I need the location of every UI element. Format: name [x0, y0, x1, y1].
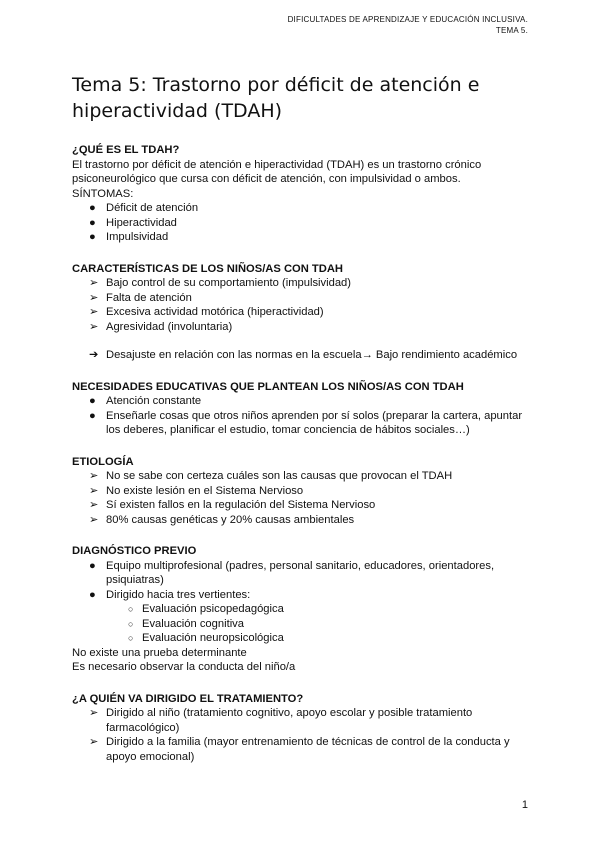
- circle-bullet-icon: ○: [128, 618, 134, 629]
- list-item: ➢ Excesiva actividad motórica (hiperactividad): [89, 306, 324, 318]
- list-item: ● Enseñarle cosas que otros niños aprenden por sí solos (preparar la cartera, apuntar los deberes, planificar el estudio, tomar conciencia de hábitos sociales…): [89, 409, 523, 436]
- circle-bullet-icon: ○: [128, 604, 134, 614]
- list-item: ➢ Dirigido a la familia (mayor entrenamiento de técnicas de control de la conducta y apoyo emocional): [89, 736, 510, 763]
- list-item: ➢ Dirigido al niño (tratamiento cognitivo, apoyo escolar y posible tratamiento farmacológico): [89, 707, 473, 734]
- list-item: ● Déficit de atención: [89, 202, 199, 214]
- arrow-bullet-icon: ➢: [89, 707, 99, 719]
- evaluation-sublist: [72, 602, 532, 646]
- needs-list: [72, 394, 532, 438]
- list-item: ● Impulsividad: [89, 231, 169, 243]
- definition-paragraph: El trastorno por déficit de atención e hiperactividad (TDAH) es un trastorno crónico psiconeurológico que cursa con déficit de atención, con impulsividad o ambos.: [72, 158, 482, 185]
- running-header: [288, 14, 528, 36]
- list-item: ➢ Agresividad (involuntaria): [89, 320, 233, 333]
- symptoms-label: SÍNTOMAS:: [72, 187, 134, 200]
- list-item: ○ Evaluación cognitiva: [128, 617, 244, 630]
- diagnosis-note-2: Es necesario observar la conducta del niño/a: [72, 661, 296, 673]
- section-heading-what-is: ¿QUÉ ES EL TDAH?: [72, 144, 180, 156]
- arrow-bullet-icon: ➢: [89, 320, 99, 333]
- list-item: ● Dirigido hacia tres vertientes:: [89, 588, 251, 601]
- section-heading-etiology: ETIOLOGÍA: [72, 455, 134, 468]
- symptoms-list: [72, 201, 532, 245]
- bullet-icon: ●: [89, 588, 96, 601]
- list-item: ● Atención constante: [89, 395, 202, 407]
- arrow-bullet-icon: ➢: [89, 513, 99, 526]
- section-heading-needs: NECESIDADES EDUCATIVAS QUE PLANTEAN LOS NIÑOS/AS CON TDAH: [72, 380, 464, 393]
- list-item: ➢ No existe lesión en el Sistema Nervioso: [89, 484, 304, 497]
- list-item: ➢ 80% causas genéticas y 20% causas ambientales: [89, 513, 355, 526]
- diagnosis-note-1: No existe una prueba determinante: [72, 646, 247, 659]
- bullet-icon: ●: [89, 216, 96, 229]
- consequence-note: ➔ Desajuste en relación con las normas en la escuela→ Bajo rendimiento académico: [89, 349, 518, 361]
- bullet-icon: ●: [89, 231, 96, 243]
- list-item: ➢ Sí existen fallos en la regulación del Sistema Nervioso: [89, 499, 376, 511]
- right-arrow-icon: ➔: [89, 349, 99, 361]
- arrow-bullet-icon: ➢: [89, 291, 99, 304]
- bullet-icon: ●: [89, 559, 96, 572]
- diagnosis-list: [72, 559, 532, 603]
- bullet-icon: ●: [89, 395, 96, 407]
- treatment-list: [72, 706, 532, 764]
- list-item: ○ Evaluación neuropsicológica: [128, 632, 284, 644]
- arrow-bullet-icon: ➢: [89, 277, 99, 289]
- etiology-list: [72, 469, 532, 527]
- circle-bullet-icon: ○: [128, 633, 134, 643]
- section-heading-treatment: ¿A QUIÉN VA DIRIGIDO EL TRATAMIENTO?: [72, 692, 304, 705]
- page-number: 1: [521, 799, 528, 811]
- header-topic: TEMA 5.: [495, 26, 528, 35]
- arrow-bullet-icon: ➢: [89, 499, 99, 511]
- list-item: ➢ No se sabe con certeza cuáles son las causas que provocan el TDAH: [89, 470, 453, 482]
- page-title: Tema 5: Trastorno por déficit de atención e hiperactividad (TDAH): [72, 74, 480, 122]
- header-course: DIFICULTADES DE APRENDIZAJE Y EDUCACIÓN INCLUSIVA.: [287, 15, 528, 24]
- characteristics-list: [72, 276, 532, 334]
- list-item: ➢ Falta de atención: [89, 291, 192, 304]
- list-item: ● Equipo multiprofesional (padres, personal sanitario, educadores, orientadores, psiquiatras): [89, 559, 495, 586]
- list-item: ○ Evaluación psicopedagógica: [128, 603, 284, 615]
- section-heading-characteristics: CARACTERÍSTICAS DE LOS NIÑOS/AS CON TDAH: [72, 262, 343, 275]
- section-heading-diagnosis: DIAGNÓSTICO PREVIO: [72, 545, 197, 557]
- document-body: [72, 143, 532, 764]
- arrow-bullet-icon: ➢: [89, 736, 99, 748]
- arrow-bullet-icon: ➢: [89, 484, 99, 497]
- list-item: ➢ Bajo control de su comportamiento (impulsividad): [89, 277, 351, 289]
- list-item: ● Hiperactividad: [89, 216, 177, 229]
- arrow-bullet-icon: ➢: [89, 306, 99, 318]
- arrow-bullet-icon: ➢: [89, 470, 99, 482]
- bullet-icon: ●: [89, 202, 96, 214]
- bullet-icon: ●: [89, 409, 96, 422]
